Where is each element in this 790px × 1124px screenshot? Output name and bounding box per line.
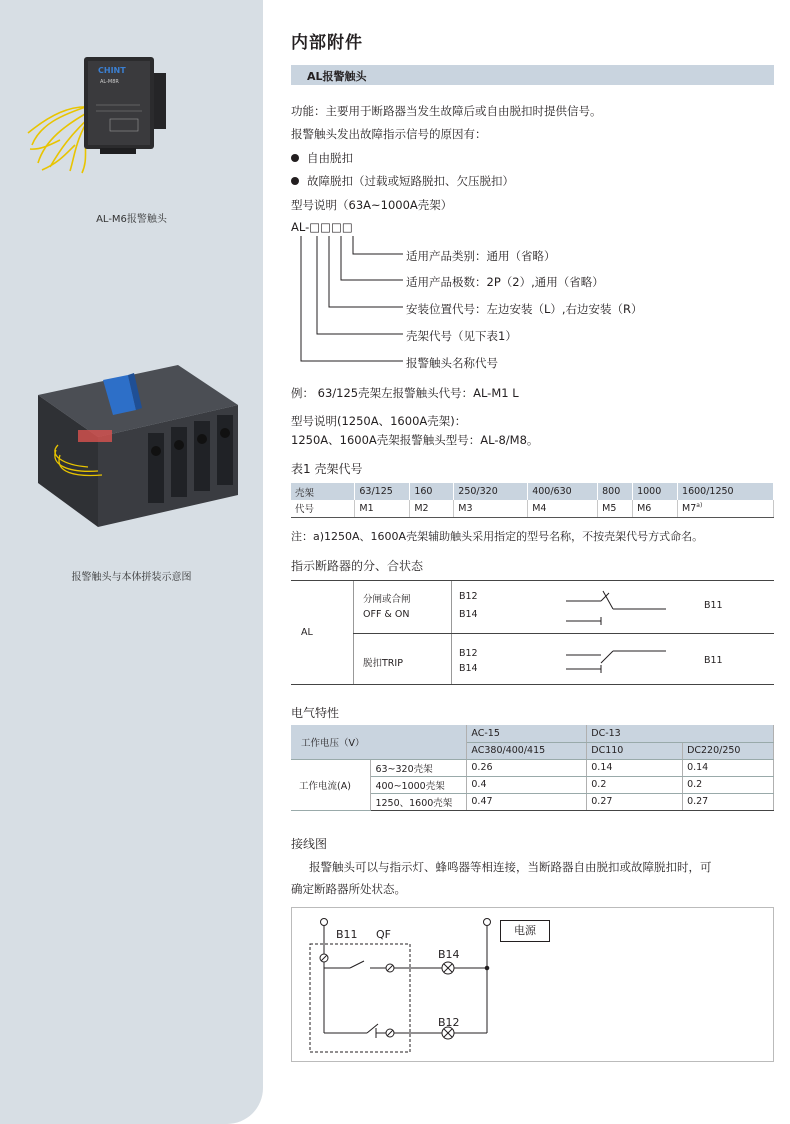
model-example: 例： 63/125壳架左报警触头代号：AL-M1 L xyxy=(291,386,519,400)
breaker-assembly-photo xyxy=(28,355,248,535)
section-header xyxy=(291,65,774,85)
bullet-item xyxy=(291,173,514,189)
state1-label: 分闸或合闸 xyxy=(363,594,411,605)
table-cell: M1 xyxy=(355,500,410,517)
b12-label: B12 xyxy=(459,591,478,602)
contact-symbol xyxy=(561,587,671,677)
table-cell: DC220/250 xyxy=(683,742,774,759)
table-cell: DC110 xyxy=(587,742,683,759)
status-table xyxy=(291,580,774,685)
table-cell: 0.27 xyxy=(587,793,683,810)
table-cell xyxy=(678,500,774,517)
table-cell: 工作电流(A) xyxy=(291,759,371,810)
wiring-qf-label: QF xyxy=(376,928,391,941)
table-cell: M4 xyxy=(528,500,598,517)
table-cell: 工作电压（V） xyxy=(291,725,467,759)
table-cell: M3 xyxy=(454,500,528,517)
photo-brand: CHINT xyxy=(98,66,126,75)
status-title: 指示断路器的分、合状态 xyxy=(291,559,424,573)
bullet1-text: 自由脱扣 xyxy=(307,151,353,165)
table-cell: 63/125 xyxy=(355,483,410,500)
table-cell: 壳架 xyxy=(291,483,355,500)
bullet2-text: 故障脱扣（过载或短路脱扣、欠压脱扣） xyxy=(307,174,514,188)
page-title: 内部附件 xyxy=(291,33,363,53)
wiring-desc-line1: 报警触头可以与指示灯、蜂鸣器等相连接，当断路器自由脱扣或故障脱扣时，可 xyxy=(309,860,712,874)
table-cell: M6 xyxy=(633,500,678,517)
photo-model: AL-M8R xyxy=(100,79,119,85)
table-cell: 0.14 xyxy=(683,759,774,776)
wiring-b14-label: B14 xyxy=(438,948,460,961)
wiring-diagram xyxy=(291,907,774,1062)
table-cell: AC-15 xyxy=(467,725,587,742)
table-cell: 代号 xyxy=(291,500,355,517)
electrical-table xyxy=(291,725,774,811)
model-code-diagram xyxy=(291,232,411,372)
big-frame-code: 1250A、1600A壳架报警触头型号：AL-8/M8。 xyxy=(291,433,539,447)
state1-en-label: OFF & ON xyxy=(363,609,410,620)
table-cell: 0.47 xyxy=(467,793,587,810)
table-cell: 400/630 xyxy=(528,483,598,500)
section-title: AL报警触头 xyxy=(307,70,367,83)
wiring-b11-label: B11 xyxy=(336,928,358,941)
table-cell: 800 xyxy=(598,483,633,500)
table1-title: 表1 壳架代号 xyxy=(291,462,363,476)
table-cell: DC-13 xyxy=(587,725,774,742)
bullet-item xyxy=(291,150,353,166)
b11-label: B11 xyxy=(704,655,723,666)
state2-label: 脱扣TRIP xyxy=(363,658,403,669)
wiring-title: 接线图 xyxy=(291,837,328,851)
footnote-mark: a) xyxy=(696,502,703,510)
model-code: AL-□□□□ xyxy=(291,220,353,234)
table-cell: 1600/1250 xyxy=(678,483,774,500)
table1-note: 注：a)1250A、1600A壳架辅助触头采用指定的型号名称，不按壳架代号方式命名。 xyxy=(291,530,704,543)
code-label-5: 报警触头名称代号 xyxy=(406,356,498,370)
b14-label: B14 xyxy=(459,609,478,620)
reason-text: 报警触头发出故障指示信号的原因有： xyxy=(291,127,487,141)
table-cell: 1000 xyxy=(633,483,678,500)
status-device: AL xyxy=(301,627,313,638)
table-cell: 0.4 xyxy=(467,776,587,793)
code-label-3: 安装位置代号：左边安装（L）,右边安装（R） xyxy=(406,302,643,316)
wiring-desc-line2: 确定断路器所处状态。 xyxy=(291,882,406,896)
b14-label: B14 xyxy=(459,663,478,674)
code-label-4: 壳架代号（见下表1） xyxy=(406,329,517,343)
table-cell: 160 xyxy=(410,483,454,500)
table-row xyxy=(291,725,774,742)
function-text: 功能：主要用于断路器当发生故障后或自由脱扣时提供信号。 xyxy=(291,104,602,118)
b12-label: B12 xyxy=(459,648,478,659)
table-cell: 400~1000壳架 xyxy=(371,776,467,793)
frame-code-table xyxy=(291,483,774,518)
table-row xyxy=(291,759,774,776)
table-cell: 250/320 xyxy=(454,483,528,500)
power-source-label: 电源 xyxy=(500,920,550,942)
photo1-caption: AL-M6报警触头 xyxy=(96,214,167,225)
table-cell: 0.27 xyxy=(683,793,774,810)
b11-label: B11 xyxy=(704,600,723,611)
code-label-1: 适用产品类别：通用（省略） xyxy=(406,249,556,263)
big-frame-title: 型号说明(1250A、1600A壳架)： xyxy=(291,414,467,428)
photo2-caption: 报警触头与本体拼装示意图 xyxy=(71,572,192,583)
wiring-b12-label: B12 xyxy=(438,1016,460,1029)
table-cell: M5 xyxy=(598,500,633,517)
alarm-contact-photo xyxy=(20,45,170,175)
table-cell: M2 xyxy=(410,500,454,517)
table-cell: 1250、1600壳架 xyxy=(371,793,467,810)
m7-code: M7 xyxy=(682,503,697,515)
table-cell: 0.2 xyxy=(587,776,683,793)
table-cell: 0.14 xyxy=(587,759,683,776)
table-row xyxy=(291,500,774,517)
model-title: 型号说明（63A~1000A壳架） xyxy=(291,198,453,212)
electrical-title: 电气特性 xyxy=(291,706,340,720)
table-cell: AC380/400/415 xyxy=(467,742,587,759)
table-header-row xyxy=(291,483,774,500)
code-label-2: 适用产品极数：2P（2）,通用（省略） xyxy=(406,275,604,289)
table-cell: 0.2 xyxy=(683,776,774,793)
table-cell: 63~320壳架 xyxy=(371,759,467,776)
table-cell: 0.26 xyxy=(467,759,587,776)
